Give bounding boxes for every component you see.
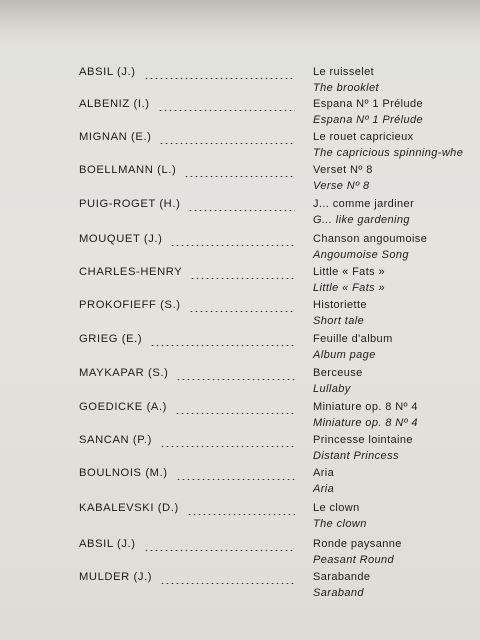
piece-title-french: Ronde paysanne — [313, 538, 402, 550]
composer-name: MOUQUET (J.) — [79, 233, 163, 245]
piece-title-english: Distant Princess — [313, 450, 399, 462]
dot-leader — [176, 370, 295, 380]
piece-title-english: Little « Fats » — [313, 282, 386, 294]
piece-title-english: Aria — [313, 483, 335, 495]
dot-leader — [176, 470, 295, 480]
toc-entry — [0, 299, 480, 333]
composer-name: ALBENIZ (I.) — [79, 98, 150, 110]
toc-entry — [0, 233, 480, 267]
composer-name: BOULNOIS (M.) — [79, 467, 168, 479]
piece-title-french: Historiette — [313, 299, 367, 311]
composer-name: ABSIL (J.) — [79, 66, 136, 78]
dot-leader — [144, 541, 295, 551]
piece-title-french: Chanson angoumoise — [313, 233, 428, 245]
dot-leader — [170, 236, 295, 246]
dot-leader — [159, 134, 295, 144]
toc-entry — [0, 367, 480, 401]
composer-name: MIGNAN (E.) — [79, 131, 152, 143]
toc-entry — [0, 98, 480, 132]
piece-title-english: The capricious spinning-whe — [313, 147, 464, 159]
piece-title-english: Espana Nº 1 Prélude — [313, 114, 424, 126]
piece-title-french: Le clown — [313, 502, 360, 514]
composer-name: MULDER (J.) — [79, 571, 153, 583]
piece-title-french: Sarabande — [313, 571, 371, 583]
piece-title-english: Lullaby — [313, 383, 351, 395]
piece-title-english: Album page — [313, 349, 376, 361]
composer-name: BOELLMANN (L.) — [79, 164, 177, 176]
piece-title-french: Le ruisselet — [313, 66, 375, 78]
piece-title-french: Le rouet capricieux — [313, 131, 414, 143]
piece-title-english: Saraband — [313, 587, 364, 599]
piece-title-english: Verse Nº 8 — [313, 180, 370, 192]
composer-name: MAYKAPAR (S.) — [79, 367, 169, 379]
dot-leader — [189, 302, 295, 312]
composer-name: GOEDICKE (A.) — [79, 401, 167, 413]
dot-leader — [175, 404, 295, 414]
toc-entry — [0, 131, 480, 165]
composer-name: ABSIL (J.) — [79, 538, 136, 550]
composer-name: GRIEG (E.) — [79, 333, 143, 345]
piece-title-french: Verset Nº 8 — [313, 164, 373, 176]
dot-leader — [160, 574, 295, 584]
piece-title-english: The clown — [313, 518, 367, 530]
toc-entry — [0, 266, 480, 300]
dot-leader — [184, 167, 295, 177]
composer-name: KABALEVSKI (D.) — [79, 502, 179, 514]
toc-entry — [0, 164, 480, 198]
piece-title-french: J... comme jardiner — [313, 198, 415, 210]
piece-title-english: Miniature op. 8 Nº 4 — [313, 417, 418, 429]
dot-leader — [188, 201, 295, 211]
toc-entry — [0, 434, 480, 468]
composer-name: SANCAN (P.) — [79, 434, 152, 446]
piece-title-english: Angoumoise Song — [313, 249, 409, 261]
piece-title-french: Little « Fats » — [313, 266, 386, 278]
composer-name: CHARLES-HENRY — [79, 266, 183, 278]
page-shadow — [0, 0, 480, 48]
toc-entry — [0, 198, 480, 232]
composer-name: PROKOFIEFF (S.) — [79, 299, 181, 311]
dot-leader — [160, 437, 295, 447]
piece-title-english: Short tale — [313, 315, 365, 327]
piece-title-english: Peasant Round — [313, 554, 395, 566]
dot-leader — [187, 505, 295, 515]
dot-leader — [190, 269, 295, 279]
toc-entry — [0, 571, 480, 605]
dot-leader — [150, 336, 295, 346]
toc-entry — [0, 467, 480, 501]
toc-entry — [0, 66, 480, 100]
toc-entry — [0, 333, 480, 367]
piece-title-french: Berceuse — [313, 367, 363, 379]
piece-title-english: G... like gardening — [313, 214, 410, 226]
piece-title-french: Princesse lointaine — [313, 434, 413, 446]
composer-name: PUIG-ROGET (H.) — [79, 198, 181, 210]
piece-title-french: Espana Nº 1 Prélude — [313, 98, 424, 110]
piece-title-french: Aria — [313, 467, 335, 479]
piece-title-english: The brooklet — [313, 82, 379, 94]
toc-entry — [0, 538, 480, 572]
dot-leader — [158, 101, 295, 111]
piece-title-french: Feuille d'album — [313, 333, 393, 345]
toc-entry — [0, 401, 480, 435]
piece-title-french: Miniature op. 8 Nº 4 — [313, 401, 418, 413]
toc-entry — [0, 502, 480, 536]
dot-leader — [144, 69, 295, 79]
